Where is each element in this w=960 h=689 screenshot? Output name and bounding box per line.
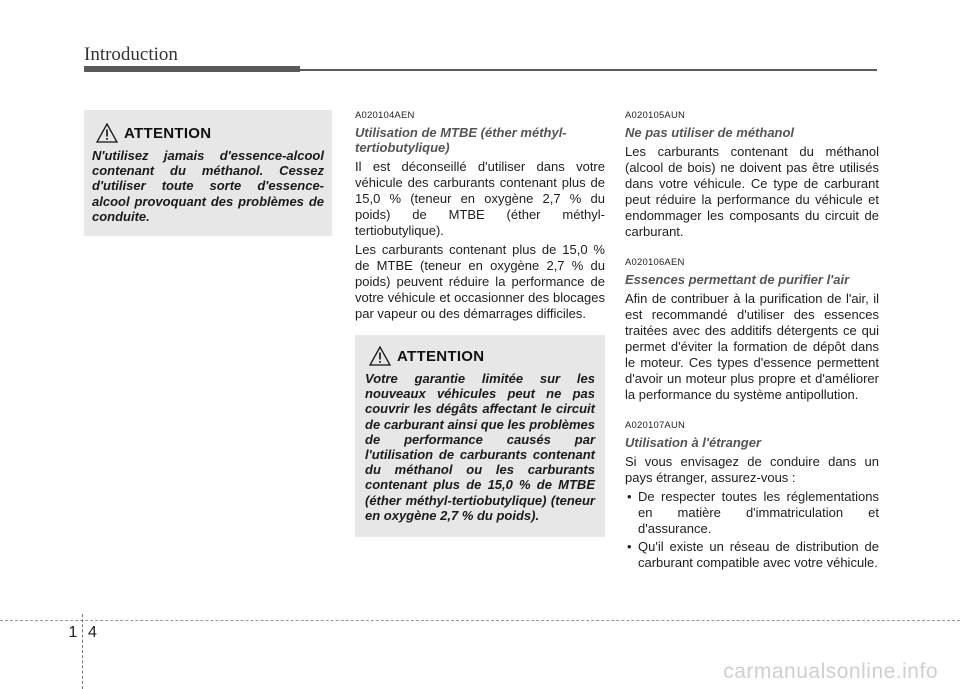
footer-dashed-divider — [82, 614, 83, 689]
section-code: A020105AUN — [625, 110, 686, 121]
watermark-text: carmanualsonline.info — [723, 660, 938, 683]
chapter-number: 1 — [68, 624, 78, 641]
paragraph: Les carburants contenant plus de 15,0 % de MTBE (teneur en oxygène 2,7 % du poids) peuvent réduire la performance de votre véhicule et occasionner des blocages par vapeur ou des démarrages difficiles. — [355, 242, 605, 321]
column-middle — [355, 110, 605, 537]
footer-dashed-rule — [0, 620, 960, 621]
attention-header — [92, 122, 324, 144]
column-left — [84, 110, 332, 236]
section-code: A020106AEN — [625, 257, 685, 268]
page-number: 4 — [88, 624, 97, 641]
attention-title: ATTENTION — [397, 347, 485, 365]
warning-triangle-icon — [369, 346, 391, 366]
attention-body: N'utilisez jamais d'essence-alcool contenant du méthanol. Cessez d'utiliser toute sorte d'essence-alcool provoquant des problèmes de conduite. — [92, 148, 324, 224]
section-code: A020107AUN — [625, 420, 686, 431]
paragraph: Les carburants contenant du méthanol (alcool de bois) ne doivent pas être utilisés dans votre véhicule. Ce type de carburant peut réduire la performance du véhicule et endommager les composants du circuit de carburant. — [625, 144, 879, 239]
attention-body: Votre garantie limitée sur les nouveaux véhicules peut ne pas couvrir les dégâts affectant le circuit de carburant ainsi que les problèmes de performance causés par l'utilisation de carburants contenant du méthanol ou les carburants contenant plus de 15,0 % de MTBE (éther méthyl-tertiobutylique) (teneur en oxygène 2,7 % du poids). — [365, 371, 595, 523]
attention-title: ATTENTION — [124, 124, 212, 142]
page-header-title: Introduction — [84, 44, 178, 65]
attention-box-warranty — [355, 335, 605, 537]
list-item: • Qu'il existe un réseau de distribution de carburant compatible avec votre véhicule. — [625, 539, 879, 571]
column-right — [625, 110, 879, 573]
bullet-list — [625, 489, 879, 571]
section-title: Ne pas utiliser de méthanol — [625, 125, 795, 140]
paragraph: Afin de contribuer à la purification de l'air, il est recommandé d'utiliser des essences traitées avec des additifs détergents ce qui permet d'éviter la formation de dépôt dans le moteur. Ces types d'essence permettent d'avoir un moteur plus propre et d'améliorer la performance du système antipollution. — [625, 291, 879, 402]
section-title: Utilisation de MTBE (éther méthyl-tertiobutylique) — [355, 125, 567, 155]
section-title: Essences permettant de purifier l'air — [625, 272, 850, 287]
warning-triangle-icon — [96, 123, 118, 143]
section-title: Utilisation à l'étranger — [625, 435, 762, 450]
header-rule-thick — [84, 66, 300, 72]
attention-header — [365, 345, 595, 367]
paragraph: Si vous envisagez de conduire dans un pays étranger, assurez-vous : — [625, 454, 879, 485]
attention-box-methanol — [84, 110, 332, 236]
list-item: • De respecter toutes les réglementations en matière d'immatriculation et d'assurance. — [625, 489, 879, 537]
paragraph: Il est déconseillé d'utiliser dans votre véhicule des carburants contenant plus de 15,0 % (teneur en oxygène 2,7 % du poids) de MTBE (éther méthyl-tertiobutylique). — [355, 159, 605, 238]
section-code: A020104AEN — [355, 110, 415, 121]
header-rule-thin — [300, 69, 877, 71]
